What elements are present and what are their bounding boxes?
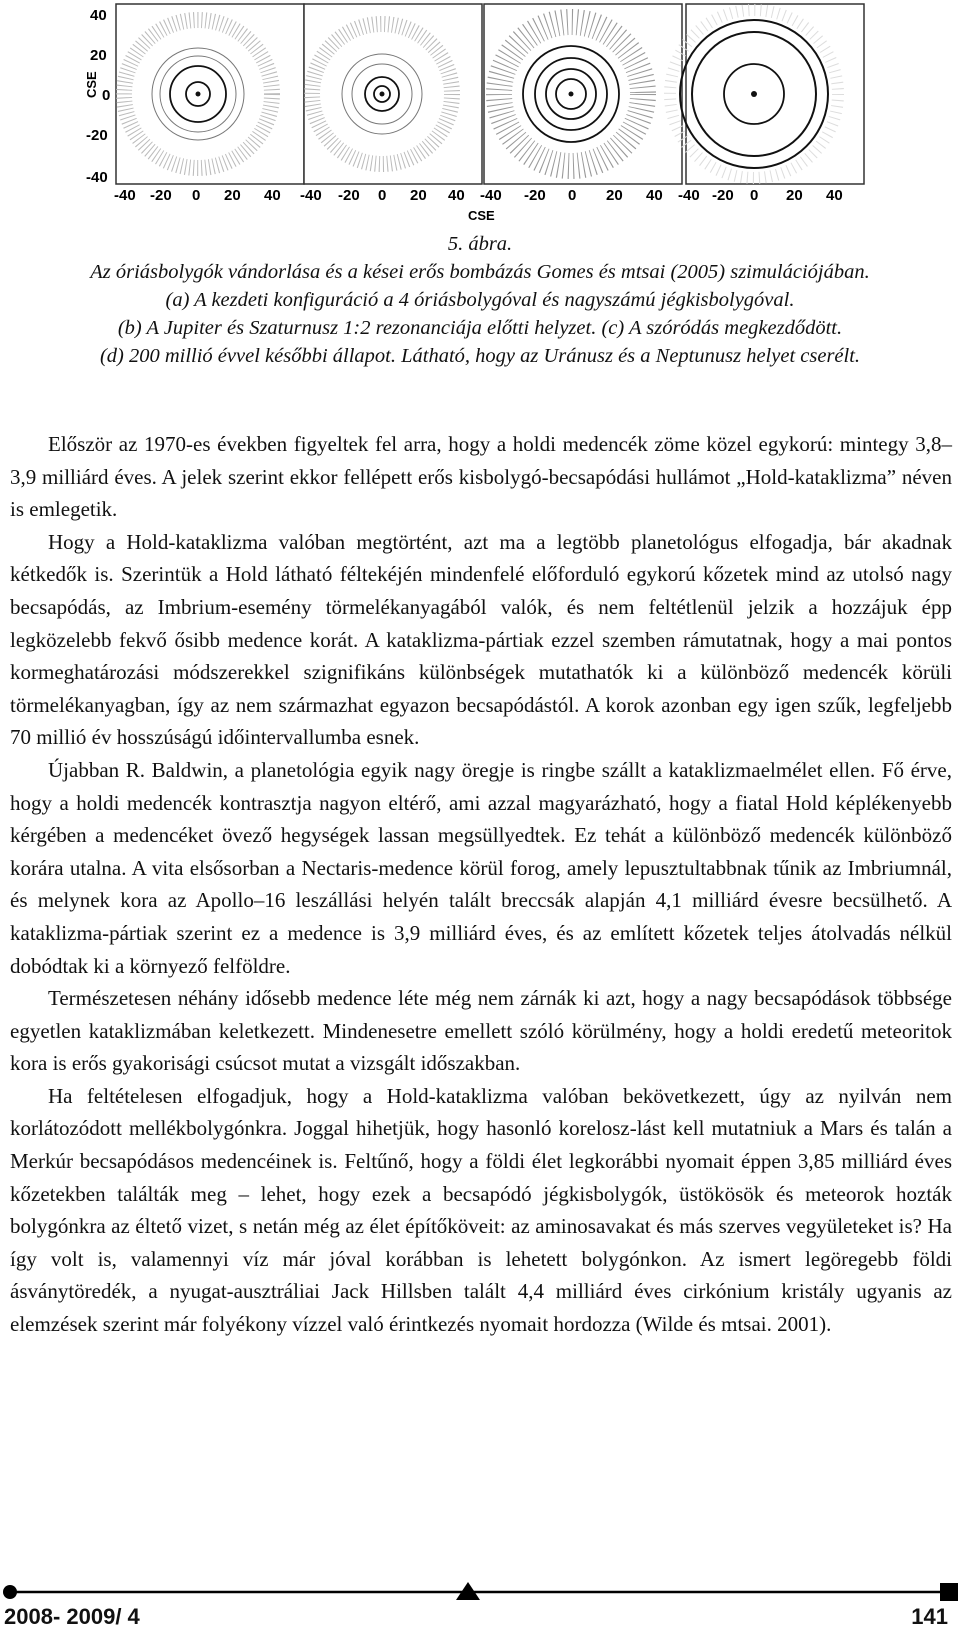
x-axis-label: CSE xyxy=(468,208,495,223)
panel-d xyxy=(670,4,864,184)
x-tick-label: 40 xyxy=(264,187,281,204)
x-tick-label: 20 xyxy=(606,187,623,204)
x-tick-label: 20 xyxy=(224,187,241,204)
square-marker-icon xyxy=(940,1583,958,1601)
caption-line: (a) A kezdeti konfiguráció a 4 óriásbolygóval és nagyszámú jégkisbolygóval. xyxy=(165,289,795,311)
x-tick-label: -20 xyxy=(338,187,360,204)
page-footer xyxy=(0,1580,960,1630)
x-tick-label: 0 xyxy=(192,187,201,204)
page-number: 141 xyxy=(911,1604,948,1629)
x-tick-label: 0 xyxy=(750,187,759,204)
x-tick-label: 40 xyxy=(448,187,465,204)
paragraph: Először az 1970-es években figyeltek fel arra, hogy a holdi medencék zöme közel egykorú: mintegy 3,8–3,9 milliárd éves. A jelek szerint ekkor fellépett erős kisbolygó-becsapódási hullámot „Hold-kataklizma” néven is emlegetik. xyxy=(10,432,952,522)
caption-line: (d) 200 millió évvel későbbi állapot. Látható, hogy az Uránusz és a Neptunusz helyet cserélt. xyxy=(99,345,861,367)
paragraph: Újabban R. Baldwin, a planetológia egyik nagy öregje is ringbe szállt a kataklizmaelmélet ellen. Fő érve, hogy a holdi medencék kontrasztja nagyon eltérő, ami azzal magyarázható, hogy a fiatal Hold képlékenyebb kérgében a medencéket övező hegységek lassan megsüllyedtek. Ez tehát a különböző medencék különböző korára utalna. A vita elsősorban a Nectaris-medence körül forog, amely lepusztultabbnak tűnik az Imbriumnál, és melynek kora az Apollo–16 leszállási helyén talált breccsák alapján 4,1 milliárd évesre becsülhető. A kataklizma-pártiak szerint ez a medence is 3,9 milliárd éves, és az említett kőzetek teljes átolvadás nélkül dobódtak ki a környező felföldre. xyxy=(10,757,952,978)
x-tick-label: -40 xyxy=(678,187,700,204)
x-tick-label: -40 xyxy=(300,187,322,204)
panel-b xyxy=(304,4,482,184)
caption-line: (b) A Jupiter és Szaturnusz 1:2 rezonanciája előtti helyzet. (c) A szóródás megkezdődött. xyxy=(117,317,843,339)
y-tick-label: -40 xyxy=(86,169,108,186)
y-axis-label: CSE xyxy=(84,71,99,98)
x-tick-label: -20 xyxy=(712,187,734,204)
y-tick-label: -20 xyxy=(86,127,108,144)
x-tick-label: 20 xyxy=(786,187,803,204)
y-tick-label: 0 xyxy=(102,87,111,104)
panel-c xyxy=(484,4,682,184)
y-tick-label: 40 xyxy=(90,7,107,24)
y-axis xyxy=(84,7,110,186)
footer-rule xyxy=(0,1580,960,1602)
x-tick-label: 20 xyxy=(410,187,427,204)
circle-marker-icon xyxy=(3,1585,17,1599)
paragraph: Természetesen néhány idősebb medence léte még nem zárnák ki azt, hogy a nagy becsapódások többsége egyetlen kataklizmában keletkezett. Mindenesetre emellett szóló körülmény, hogy a holdi eredetű meteoritok kora is erős gyakorisági csúcsot mutat a vizsgált időszakban. xyxy=(10,986,952,1076)
x-tick-label: -20 xyxy=(524,187,546,204)
x-tick-label: 40 xyxy=(646,187,663,204)
issue-label: 2008- 2009/ 4 xyxy=(4,1604,140,1629)
x-tick-label: -40 xyxy=(114,187,136,204)
simulation-figure xyxy=(86,0,886,230)
x-tick-label: 0 xyxy=(568,187,577,204)
x-tick-label: -20 xyxy=(150,187,172,204)
x-tick-label: 40 xyxy=(826,187,843,204)
x-axis xyxy=(114,187,843,204)
paragraph: Hogy a Hold-kataklizma valóban megtörtént, azt ma a legtöbb planetológus elfogadja, bár akadnak kétkedők is. Szerintük a Hold látható féltekéjén mindenfelé előforduló egykorú kőzetek mind az utolsó nagy becsapódás, az Imbrium-esemény törmelékanyagából valók, és nem feltétlenül jelzik a hozzájuk épp legközelebb fekvő ősibb medence korát. A kataklizma-pártiak ezzel szemben rámutatnak, hogy a mai pontos kormeghatározási módszerekkel szignifikáns különbségek mutathatók ki a különböző medencék körüli törmelékanyagban, így az nem származhat egyazon becsapódástól. A korok azonban egy igen szűk, legfeljebb 70 millió év hosszúságú időintervallumba esnek. xyxy=(10,529,952,750)
y-tick-label: 20 xyxy=(90,47,107,64)
paragraph: Ha feltételesen elfogadjuk, hogy a Hold-kataklizma valóban bekövetkezett, úgy az nyilván nem korlátozódott mellékbolygónkra. Joggal hihetjük, hogy hasonló korelosz-lást kell mutatniuk a Mars és talán a Merkúr becsapódásos medencéinek is. Feltűnő, hogy a földi élet legkorábbi nyomait éppen 3,85 milliárd éves kőzetekben találták meg – lehet, hogy ezek a becsapódó jégkisbolygók, üstökösök és meteorok hozták bolygónkra az éltető vizet, s netán még az élet építőköveit: az aminosavakat és más szerves vegyületeket is? Ha így volt is, valamennyi víz már jóval korábban is lehetett bolygónkon. Az ismert legöregebb földi ásványtöredék, a nyugat-ausztráliai Jack Hillsben talált 4,4 milliárd éves cirkónium kristály ugyanis az elemzések szerint már folyékony vízzel való érintkezés nyomait hordozza (Wilde és mtsai. 2001). xyxy=(10,1083,952,1337)
article-body xyxy=(10,428,952,1341)
panel-a xyxy=(116,4,304,184)
x-tick-label: 0 xyxy=(378,187,387,204)
figure-caption xyxy=(0,230,960,370)
caption-line: Az óriásbolygók vándorlása és a kései erős bombázás Gomes és mtsai (2005) szimulációjában. xyxy=(90,261,870,283)
figure-number: 5. ábra. xyxy=(447,233,513,255)
x-tick-label: -40 xyxy=(480,187,502,204)
